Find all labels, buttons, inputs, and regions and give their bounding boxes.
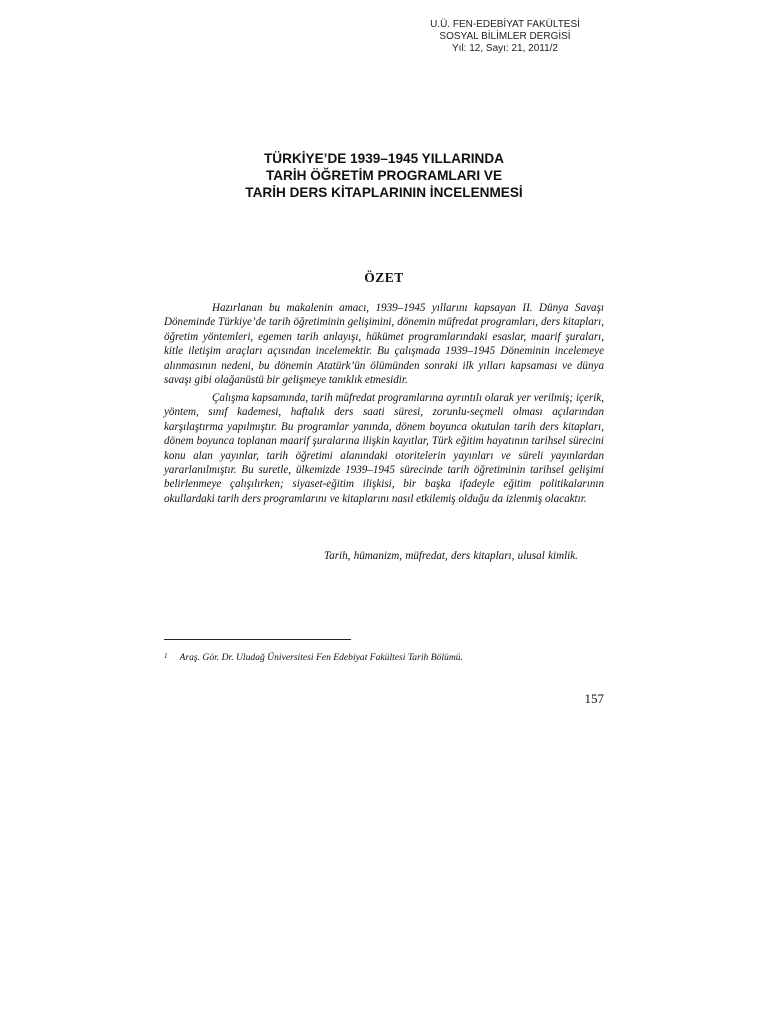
footnote (164, 652, 604, 664)
article-title (164, 150, 604, 201)
journal-name: SOSYAL BİLİMLER DERGİSİ (439, 31, 571, 42)
title-line-3: TARİH DERS KİTAPLARININ İNCELENMESİ (245, 185, 523, 200)
journal-faculty: U.Ü. FEN-EDEBİYAT FAKÜLTESİ (430, 19, 580, 30)
journal-header (380, 19, 630, 55)
page-number: 157 (584, 691, 604, 706)
title-line-1: TÜRKİYE’DE 1939–1945 YILLARINDA (264, 151, 504, 166)
footnote-text: Araş. Gör. Dr. Uludağ Üniversitesi Fen Edebiyat Fakültesi Tarih Bölümü. (179, 652, 463, 663)
footnote-divider (164, 639, 351, 640)
footnote-marker: 1 (164, 652, 168, 660)
keywords (164, 549, 604, 563)
journal-issue: Yıl: 12, Sayı: 21, 2011/2 (452, 43, 558, 54)
abstract-paragraph-2: Çalışma kapsamında, tarih müfredat programlarına ayrıntılı olarak yer verilmiş; içerik, yöntem, sınıf kademesi, haftalık ders saati süresi, zorunlu-seçmeli olması açılarından karşılaştırma yapılmıştır. Bu programlar yanında, dönem boyunca okutulan tarih ders kitapları, dönem boyunca toplanan maarif şuralarına ilişkin kayıtlar, Türk eğitim hayatının tarihsel sürecini konu alan yayınlar, tarih öğretimi alanındaki otoritelerin yayınları ve süreli yayınlardan yararlanılmıştır. Bu suretle, ülkemizde 1939–1945 sürecinde tarih öğretiminin tarihsel gelişimi belirlenmeye çalışılırken; siyaset-eğitim ilişkisi, bir başka ifadeyle eğitim politikalarının okullardaki tarih ders programlarını ve kitaplarını nasıl etkilemiş olduğu da izlenmiş olacaktır. (164, 391, 604, 505)
title-line-2: TARİH ÖĞRETİM PROGRAMLARI VE (265, 168, 503, 183)
abstract-paragraph-1: Hazırlanan bu makalenin amacı, 1939–1945 yıllarını kapsayan II. Dünya Savaşı Döneminde Türkiye’de tarih öğretiminin gelişimini, dönemin müfredat programları, ders kitapları, öğretim yöntemleri, egemen tarih anlayışı, hükümet programlarındaki esaslar, maarif şuraları, kitle iletişim araçları açısından incelemektir. Bu çalışmada 1939–1945 Döneminin incelemeye alınmasının nedeni, bu dönemin Atatürk’ün ölümünden sonraki ilk yılları kapsaması ve dünya savaşı gibi olağanüstü bir gelişmeye tanıklık etmesidir. (164, 302, 604, 387)
abstract-heading: ÖZET (364, 270, 404, 285)
abstract-body (164, 301, 604, 510)
keywords-text: Tarih, hümanizm, müfredat, ders kitapları, ulusal kimlik. (324, 550, 578, 562)
